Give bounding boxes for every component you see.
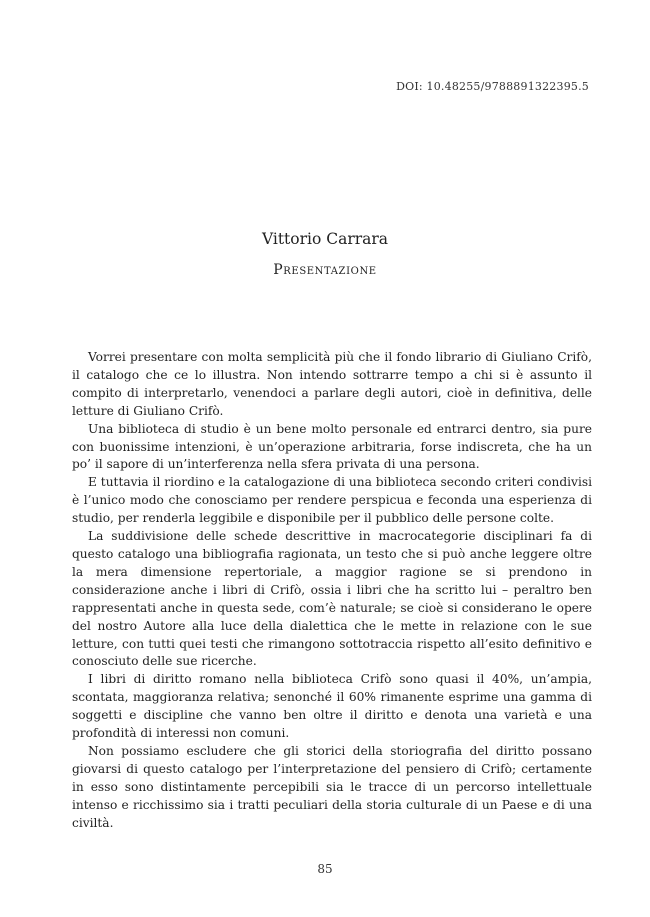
doi-reference: DOI: 10.48255/9788891322395.5 xyxy=(396,80,589,93)
paragraph: Non possiamo escludere che gli storici della storiografia del diritto possano giovarsi di questo catalogo per l’interpretazione del pensiero di Crifò; certamente in esso sono distintamente percepibili sia le tracce di un percorso intellettuale intenso e ricchissimo sia i tratti peculiari della storia culturale di un Paese e di una civiltà. xyxy=(72,743,592,830)
paragraph: E tuttavia il riordino e la catalogazione di una biblioteca secondo criteri condivisi è l’unico modo che conosciamo per rendere perspicua e feconda una esperienza di studio, per renderla leggibile e disponibile per il pubblico delle persone colte. xyxy=(72,475,592,526)
paragraph: Vorrei presentare con molta semplicità più che il fondo librario di Giuliano Crifò, il catalogo che ce lo illustra. Non intendo sottrarre tempo a chi si è assunto il compito di interpretarlo, venendoci a parlare degli autori, cioè in definitiva, delle letture di Giuliano Crifò. xyxy=(72,350,592,418)
paragraph: Una biblioteca di studio è un bene molto personale ed entrarci dentro, sia pure con buonissime intenzioni, è un’operazione arbitraria, forse indiscreta, che ha un po’ il sapore di un’interferenza nella sfera privata di una persona. xyxy=(72,421,592,472)
paragraph: I libri di diritto romano nella biblioteca Crifò sono quasi il 40%, un’ampia, scontata, maggioranza relativa; senonché il 60% rimanente esprime una gamma di soggetti e discipline che vanno ben oltre il diritto e denota una varietà e una profondità di interessi non comuni. xyxy=(72,672,592,741)
page-number: 85 xyxy=(317,862,333,876)
author-name: Vittorio Carrara xyxy=(261,230,389,248)
body-text xyxy=(72,349,592,832)
paragraph: La suddivisione delle schede descrittive in macrocategorie disciplinari fa di questo catalogo una bibliografia ragionata, un testo che si può anche leggere oltre la mera dimensione repertoriale, a maggior ragione se si prendono in considerazione anche i libri di Crifò, ossia i libri che ha scritto lui – peraltro ben rappresentati anche in questa sede, com’è naturale; se cioè si considerano le opere del nostro Autore alla luce della dialettica che le mette in relazione con le sue letture, con tutti quei testi che rimangono sottotraccia rispetto all’esito definitivo e conosciuto delle sue ricerche. xyxy=(72,529,592,669)
section-title: Presentazione xyxy=(273,262,377,278)
